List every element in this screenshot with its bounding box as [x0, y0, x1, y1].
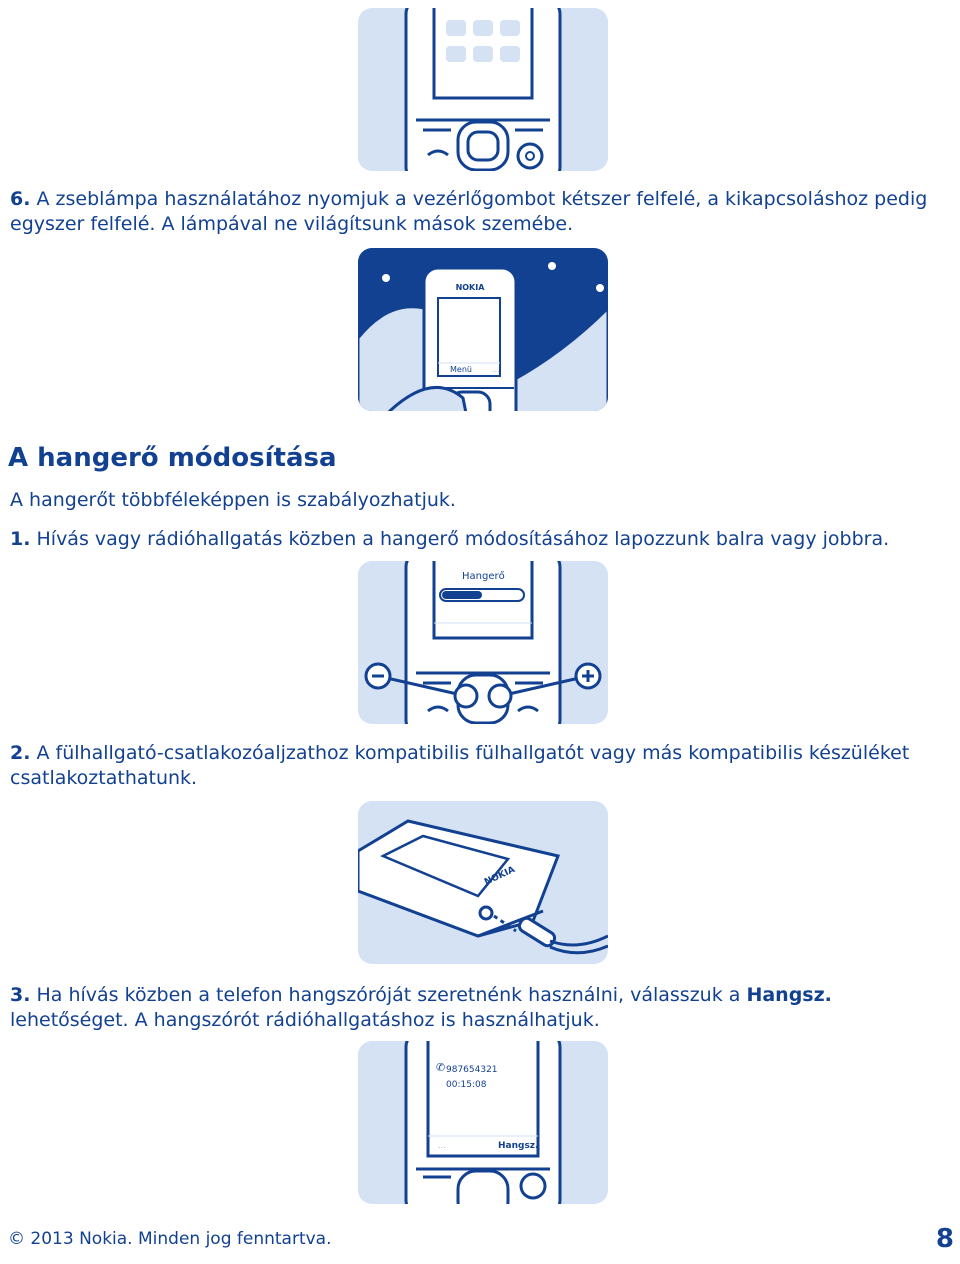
step-6-paragraph — [10, 187, 950, 237]
step-text-bold: Hangsz. — [746, 984, 832, 1006]
step-text: A fülhallgató-csatlakozóaljzathoz kompatibilis fülhallgatót vagy más kompatibilis készüléket csatlakoztathatunk. — [10, 742, 910, 789]
softkey-more: ... — [438, 1141, 446, 1150]
volume-label: Hangerő — [462, 571, 505, 582]
copyright: © 2013 Nokia. Minden jog fenntartva. — [8, 1229, 332, 1249]
step-number: 3. — [10, 984, 31, 1006]
softkey-menu: Menü — [450, 365, 472, 374]
page-number: 8 — [935, 1224, 954, 1254]
illustration-call-screen — [358, 1041, 608, 1204]
step-number: 1. — [10, 528, 31, 550]
headset-jack-icon — [480, 907, 492, 919]
softkey-speaker: Hangsz. — [498, 1141, 539, 1151]
step-text-before: Ha hívás közben a telefon hangszóróját szeretnénk használni, válasszuk a — [36, 984, 747, 1006]
step-number: 6. — [10, 188, 31, 210]
step-number: 2. — [10, 742, 31, 764]
call-duration: 00:15:08 — [446, 1080, 487, 1090]
step-2-paragraph — [10, 741, 950, 791]
volume-level-bar — [442, 591, 482, 599]
illustration-volume — [358, 561, 608, 724]
illustration-phone-keypad — [358, 8, 608, 171]
section-heading: A hangerő módosítása — [8, 443, 337, 473]
step-text: A zseblámpa használatához nyomjuk a vezérlőgombot kétszer felfelé, a kikapcsoláshoz pedig egyszer felfelé. A lámpával ne világítsunk mások szemébe. — [10, 188, 928, 235]
illustration-flashlight — [358, 248, 608, 411]
brand-logo: NOKIA — [483, 864, 517, 888]
step-text: Hívás vagy rádióhallgatás közben a hangerő módosításához lapozzunk balra vagy jobbra. — [36, 528, 890, 550]
phone-handset-icon: ✆ — [436, 1061, 446, 1074]
illustration-headset-jack — [358, 801, 608, 964]
call-number: 987654321 — [446, 1065, 498, 1075]
softkey-more: ... — [492, 365, 500, 374]
brand-logo: NOKIA — [455, 283, 485, 292]
step-3-paragraph — [10, 983, 950, 1033]
step-1-paragraph — [10, 527, 950, 552]
step-text-after: lehetőséget. A hangszórót rádióhallgatáshoz is használhatjuk. — [10, 1009, 600, 1031]
section-intro: A hangerőt többféleképpen is szabályozhatjuk. — [10, 489, 456, 511]
